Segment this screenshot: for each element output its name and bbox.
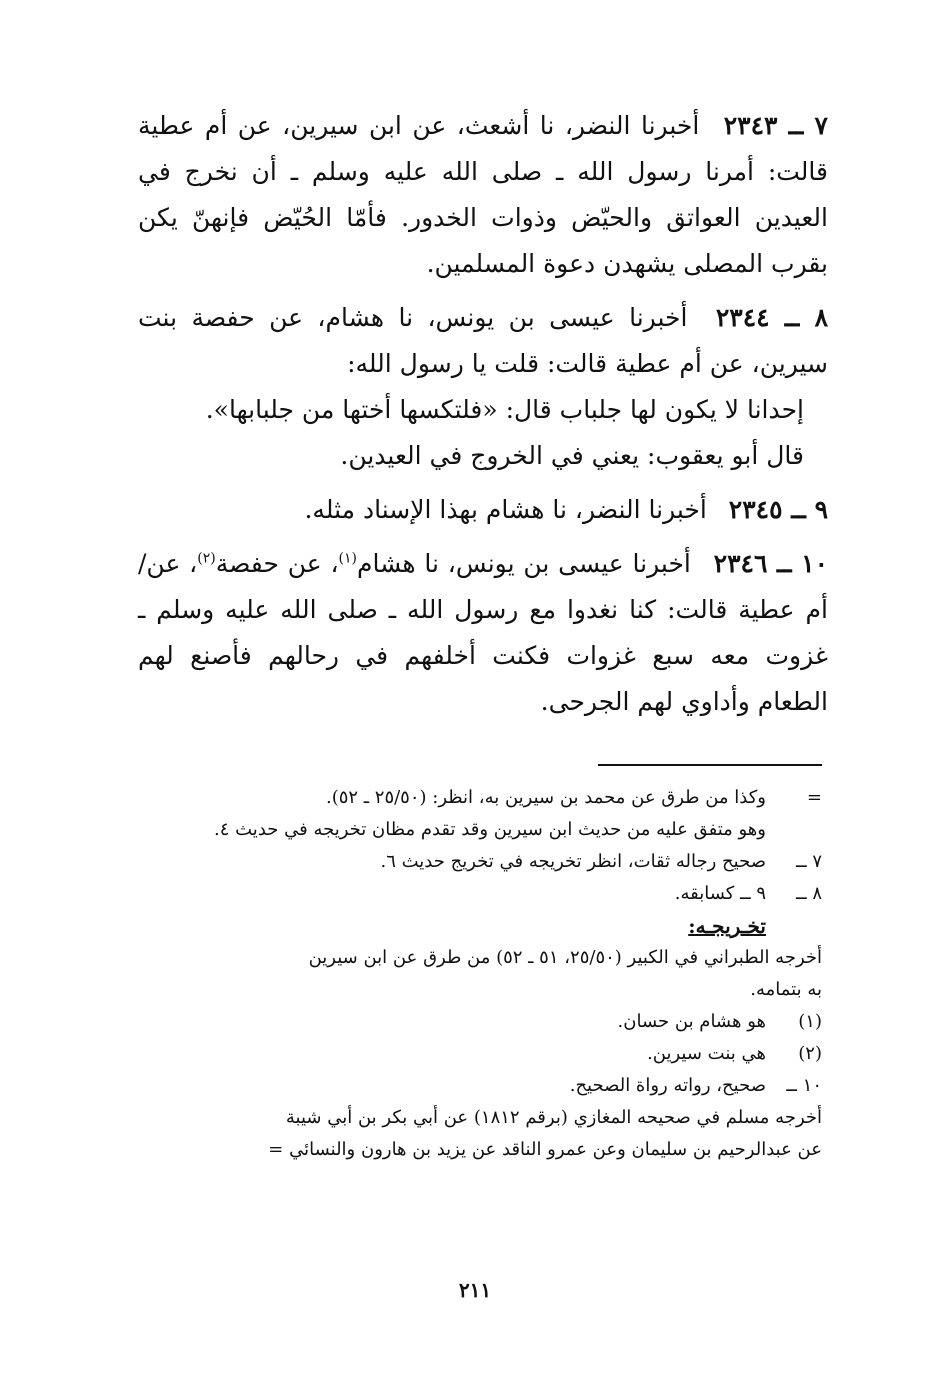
hadith-text: أخبرنا النضر، نا أشعث، عن ابن سيرين، عن أم عطية قالت: أمرنا رسول الله ـ صلى الله عليه وسلم ـ أن نخرج في العيدين العواتق والحيّض وذوات الخدور. فأمّا الحُيّض فإنهنّ يكن بقرب المصلى يشهدن دعوة المسلمين.: [138, 111, 828, 278]
footnote-text: ٩ ــ كسابقه.: [674, 883, 766, 904]
takhrij-heading: تخـريجـه:: [688, 914, 766, 938]
hadith-number: ٨ ــ ٢٣٤٤: [715, 303, 828, 332]
footnote-ref[interactable]: (١): [338, 550, 357, 567]
hadith-number: ٧ ــ ٢٣٤٣: [723, 111, 828, 140]
hadith-text: ، عن/ أم عطية قالت: كنا نغدوا مع رسول الله ـ صلى الله عليه وسلم ـ غزوت معه سبع غزوات فكنت أخلفهم في رحالهم فأصنع لهم الطعام وأداوي لهم الجرحى.: [138, 549, 828, 716]
footnote-mark: ٧ ــ: [796, 851, 822, 872]
footnote-text: وهو متفق عليه من حديث ابن سيرين وقد تقدم مظان تخريجه في حديث ٤.: [214, 819, 766, 840]
hadith-2345: [138, 487, 828, 533]
footnote-ref[interactable]: (٢): [197, 550, 216, 567]
footnote-mark: =: [806, 787, 822, 808]
hadith-2344: [138, 295, 828, 479]
hadith-2346: [138, 541, 828, 725]
footnote: [132, 878, 822, 910]
footnotes: [132, 782, 822, 1166]
footnote-text: صحيح، رواته رواة الصحيح.: [569, 1075, 766, 1096]
footnote-text: صحيح رجاله ثقات، انظر تخريجه في تخريج حديث ٦.: [380, 851, 766, 872]
main-text: [138, 103, 828, 733]
page-number: ٢١١: [458, 1278, 492, 1302]
footnote-text: به بتمامه.: [750, 979, 822, 1000]
footnote-text: وكذا من طرق عن محمد بن سيرين به، انظر: (٢٥/٥٠ ـ ٥٢).: [325, 787, 766, 808]
footnote-mark: (١): [798, 1011, 822, 1032]
footnote: [132, 782, 822, 814]
footnote: [132, 846, 822, 878]
footnote: [132, 814, 822, 846]
footnote-text: هي بنت سيرين.: [647, 1043, 766, 1064]
footnote-text: عن عبدالرحيم بن سليمان وعن عمرو الناقد عن يزيد بن هارون والنسائي =: [268, 1139, 822, 1160]
footnote-text: أخرجه مسلم في صحيحه المغازي (برقم ١٨١٢) عن أبي بكر بن أبي شيبة: [285, 1107, 822, 1128]
hadith-number: ١٠ ــ ٢٣٤٦: [713, 549, 829, 578]
hadith-text: ، عن حفصة: [215, 549, 339, 578]
hadith-text-line: قال أبو يعقوب: يعني في الخروج في العيدين.: [340, 441, 804, 470]
hadith-number: ٩ ــ ٢٣٤٥: [728, 495, 828, 524]
hadith-text: أخبرنا عيسى بن يونس، نا هشام، عن حفصة بنت سيرين، عن أم عطية قالت: قلت يا رسول الله:: [138, 303, 828, 378]
footnote: [132, 1006, 822, 1038]
hadith-text: أخبرنا النضر، نا هشام بهذا الإسناد مثله.: [304, 495, 707, 524]
footnote-divider: [598, 764, 822, 766]
footnote-mark: ١٠ ــ: [786, 1075, 822, 1096]
hadith-2343: [138, 103, 828, 287]
footnote-text: أخرجه الطبراني في الكبير (٢٥/٥٠، ٥١ ـ ٥٢) من طرق عن ابن سيرين: [308, 947, 822, 968]
footnote-mark: (٢): [798, 1043, 822, 1064]
footnote: [132, 1038, 822, 1070]
hadith-text-line: إحدانا لا يكون لها جلباب قال: «فلتكسها أختها من جلبابها».: [205, 395, 804, 424]
footnote-text: هو هشام بن حسان.: [617, 1011, 766, 1032]
footnote-mark: ٨ ــ: [796, 883, 822, 904]
hadith-text: أخبرنا عيسى بن يونس، نا هشام: [357, 549, 691, 578]
footnote: [132, 1070, 822, 1102]
